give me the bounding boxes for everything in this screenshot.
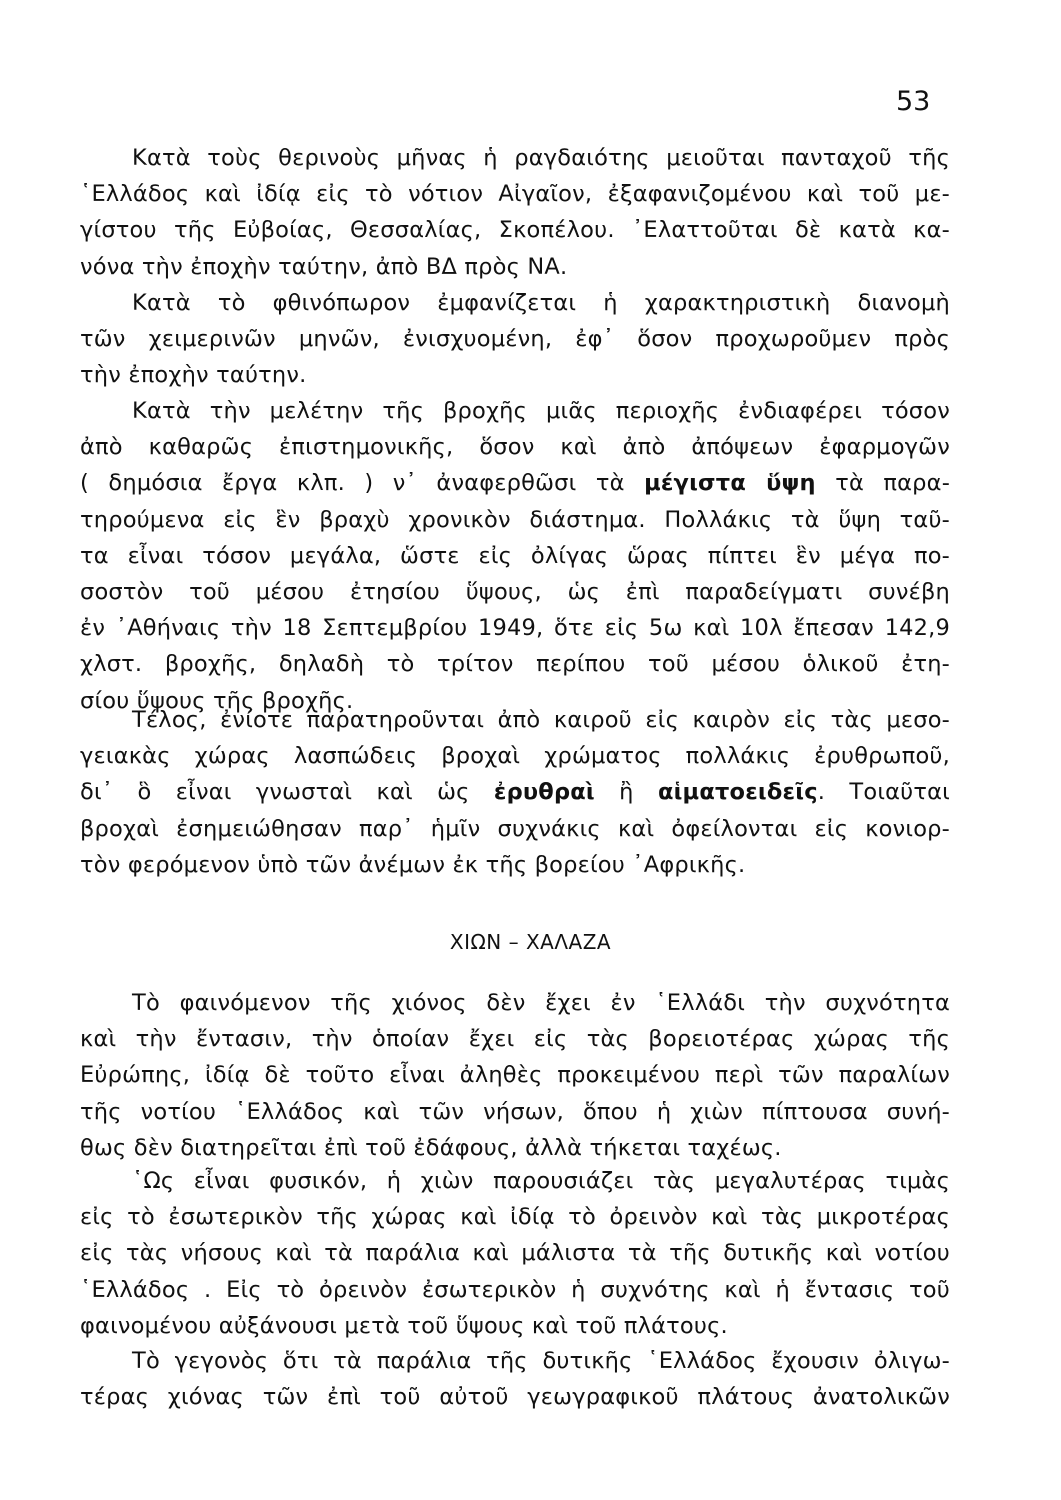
text-line: σοστὸν τοῦ μέσου ἐτησίου ὕψους, ὡς ἐπὶ παραδείγματι συνέβη: [80, 578, 950, 605]
text-line: θως δὲν διατηρεῖται ἐπὶ τοῦ ἐδάφους, ἀλλὰ τήκεται ταχέως.: [80, 1134, 782, 1161]
text-line: Εὐρώπης, ἰδίᾳ δὲ τοῦτο εἶναι ἀληθὲς προκειμένου περὶ τῶν παραλίων: [80, 1062, 950, 1089]
bold-term-red: ἐρυθραὶ: [493, 779, 595, 806]
text-line: τέρας χιόνας τῶν ἐπὶ τοῦ αὐτοῦ γεωγραφικοῦ πλάτους ἀνατολικῶν: [80, 1384, 950, 1411]
bold-term-bloody: αἱματοειδεῖς: [657, 779, 818, 806]
text-line: γίστου τῆς Εὐβοίας, Θεσσαλίας, Σκοπέλου. ᾽Ελαττοῦται δὲ κατὰ κα-: [80, 217, 950, 244]
text-line: καὶ τὴν ἔντασιν, τὴν ὁποίαν ἔχει εἰς τὰς βορειοτέρας χώρας τῆς: [80, 1026, 950, 1053]
text-run: ( δημόσια ἔργα κλπ. ) ν᾽ ἀναφερθῶσι τὰ: [80, 470, 645, 497]
text-line: Τέλος, ἐνίοτε παρατηροῦνται ἀπὸ καιροῦ εἰς καιρὸν εἰς τὰς μεσο-: [132, 707, 950, 733]
text-line: [80, 465, 950, 501]
text-line: εἰς τὸ ἐσωτερικὸν τῆς χώρας καὶ ἰδίᾳ τὸ ὀρεινὸν καὶ τὰς μικροτέρας: [80, 1204, 950, 1231]
text-run: τὰ παρα-: [815, 470, 951, 497]
text-line: Κατὰ τοὺς θερινοὺς μῆνας ἡ ραγδαιότης μειοῦται πανταχοῦ τῆς: [132, 145, 950, 171]
text-line: [80, 774, 950, 810]
paragraph-red-rain: [80, 702, 950, 883]
paragraph-summer-rain: [80, 140, 950, 285]
text-run: ἢ: [594, 779, 658, 806]
text-line: τὴν ἐποχὴν ταύτην.: [80, 362, 307, 389]
text-line: Κατὰ τὸ φθινόπωρον ἐμφανίζεται ἡ χαρακτηριστικὴ διανομὴ: [132, 290, 950, 316]
text-line: γειακὰς χώρας λασπώδεις βροχαὶ χρώματος πολλάκις ἐρυθρωποῦ,: [80, 743, 950, 770]
text-line: ῾Ελλάδος καὶ ἰδίᾳ εἰς τὸ νότιον Αἰγαῖον, ἐξαφανιζομένου καὶ τοῦ με-: [80, 181, 950, 208]
text-line: ἀπὸ καθαρῶς ἐπιστημονικῆς, ὅσον καὶ ἀπὸ ἀπόψεων ἐφαρμογῶν: [80, 434, 950, 461]
text-line: τῶν χειμερινῶν μηνῶν, ἐνισχυομένη, ἐφ᾽ ὅσον προχωροῦμεν πρὸς: [80, 326, 950, 353]
text-run: δι᾽ ὃ εἶναι γνωσταὶ καὶ ὡς: [80, 779, 494, 806]
text-line: φαινομένου αὐξάνουσι μετὰ τοῦ ὕψους καὶ τοῦ πλάτους.: [80, 1312, 728, 1339]
text-line: τηρούμενα εἰς ἓν βραχὺ χρονικὸν διάστημα. Πολλάκις τὰ ὕψη ταῦ-: [80, 506, 950, 533]
section-heading: ΧΙΩΝ – ΧΑΛΑΖΑ: [449, 930, 612, 954]
text-line: σίου ὕψους τῆς βροχῆς.: [80, 687, 354, 714]
text-line: ῾Ελλάδος . Εἰς τὸ ὀρεινὸν ἐσωτερικὸν ἡ συχνότης καὶ ἡ ἔντασις τοῦ: [80, 1276, 950, 1303]
paragraph-western-coasts: [80, 1343, 950, 1415]
bold-term-max-heights: μέγιστα ὕψη: [644, 470, 816, 497]
paragraph-max-heights: [80, 393, 950, 719]
paragraph-snow-frequency: [80, 985, 950, 1166]
text-line: Κατὰ τὴν μελέτην τῆς βροχῆς μιᾶς περιοχῆς ἐνδιαφέρει τόσον: [132, 398, 950, 424]
text-line: Τὸ φαινόμενον τῆς χιόνος δὲν ἔχει ἐν ῾Ελλάδι τὴν συχνότητα: [132, 990, 950, 1016]
text-line: βροχαὶ ἐσημειώθησαν παρ᾽ ἡμῖν συχνάκις καὶ ὀφείλονται εἰς κονιορ-: [80, 815, 950, 842]
text-line: τα εἶναι τόσον μεγάλα, ὥστε εἰς ὀλίγας ὥρας πίπτει ἓν μέγα πο-: [80, 542, 950, 569]
paragraph-autumn-rain: [80, 285, 950, 394]
text-line: τὸν φερόμενον ὑπὸ τῶν ἀνέμων ἐκ τῆς βορείου ᾽Αφρικῆς.: [80, 851, 746, 878]
text-line: νόνα τὴν ἐποχὴν ταύτην, ἀπὸ ΒΔ πρὸς ΝΑ.: [80, 253, 568, 280]
text-line: Τὸ γεγονὸς ὅτι τὰ παράλια τῆς δυτικῆς ῾Ελλάδος ἔχουσιν ὀλιγω-: [132, 1348, 950, 1374]
paragraph-snow-distribution: [80, 1163, 950, 1344]
text-line: τῆς νοτίου ῾Ελλάδος καὶ τῶν νήσων, ὅπου ἡ χιὼν πίπτουσα συνή-: [80, 1098, 950, 1125]
text-line: ἐν ᾽Αθήναις τὴν 18 Σεπτεμβρίου 1949, ὅτε εἰς 5ω καὶ 10λ ἔπεσαν 142,9: [80, 615, 950, 642]
text-run: . Τοιαῦται: [817, 779, 950, 806]
text-line: ῾Ως εἶναι φυσικόν, ἡ χιὼν παρουσιάζει τὰς μεγαλυτέρας τιμὰς: [132, 1168, 950, 1194]
page-number: 53: [896, 86, 931, 117]
text-line: χλστ. βροχῆς, δηλαδὴ τὸ τρίτον περίπου τοῦ μέσου ὁλικοῦ ἐτη-: [80, 651, 950, 678]
text-line: εἰς τὰς νήσους καὶ τὰ παράλια καὶ μάλιστα τὰ τῆς δυτικῆς καὶ νοτίου: [80, 1240, 950, 1267]
